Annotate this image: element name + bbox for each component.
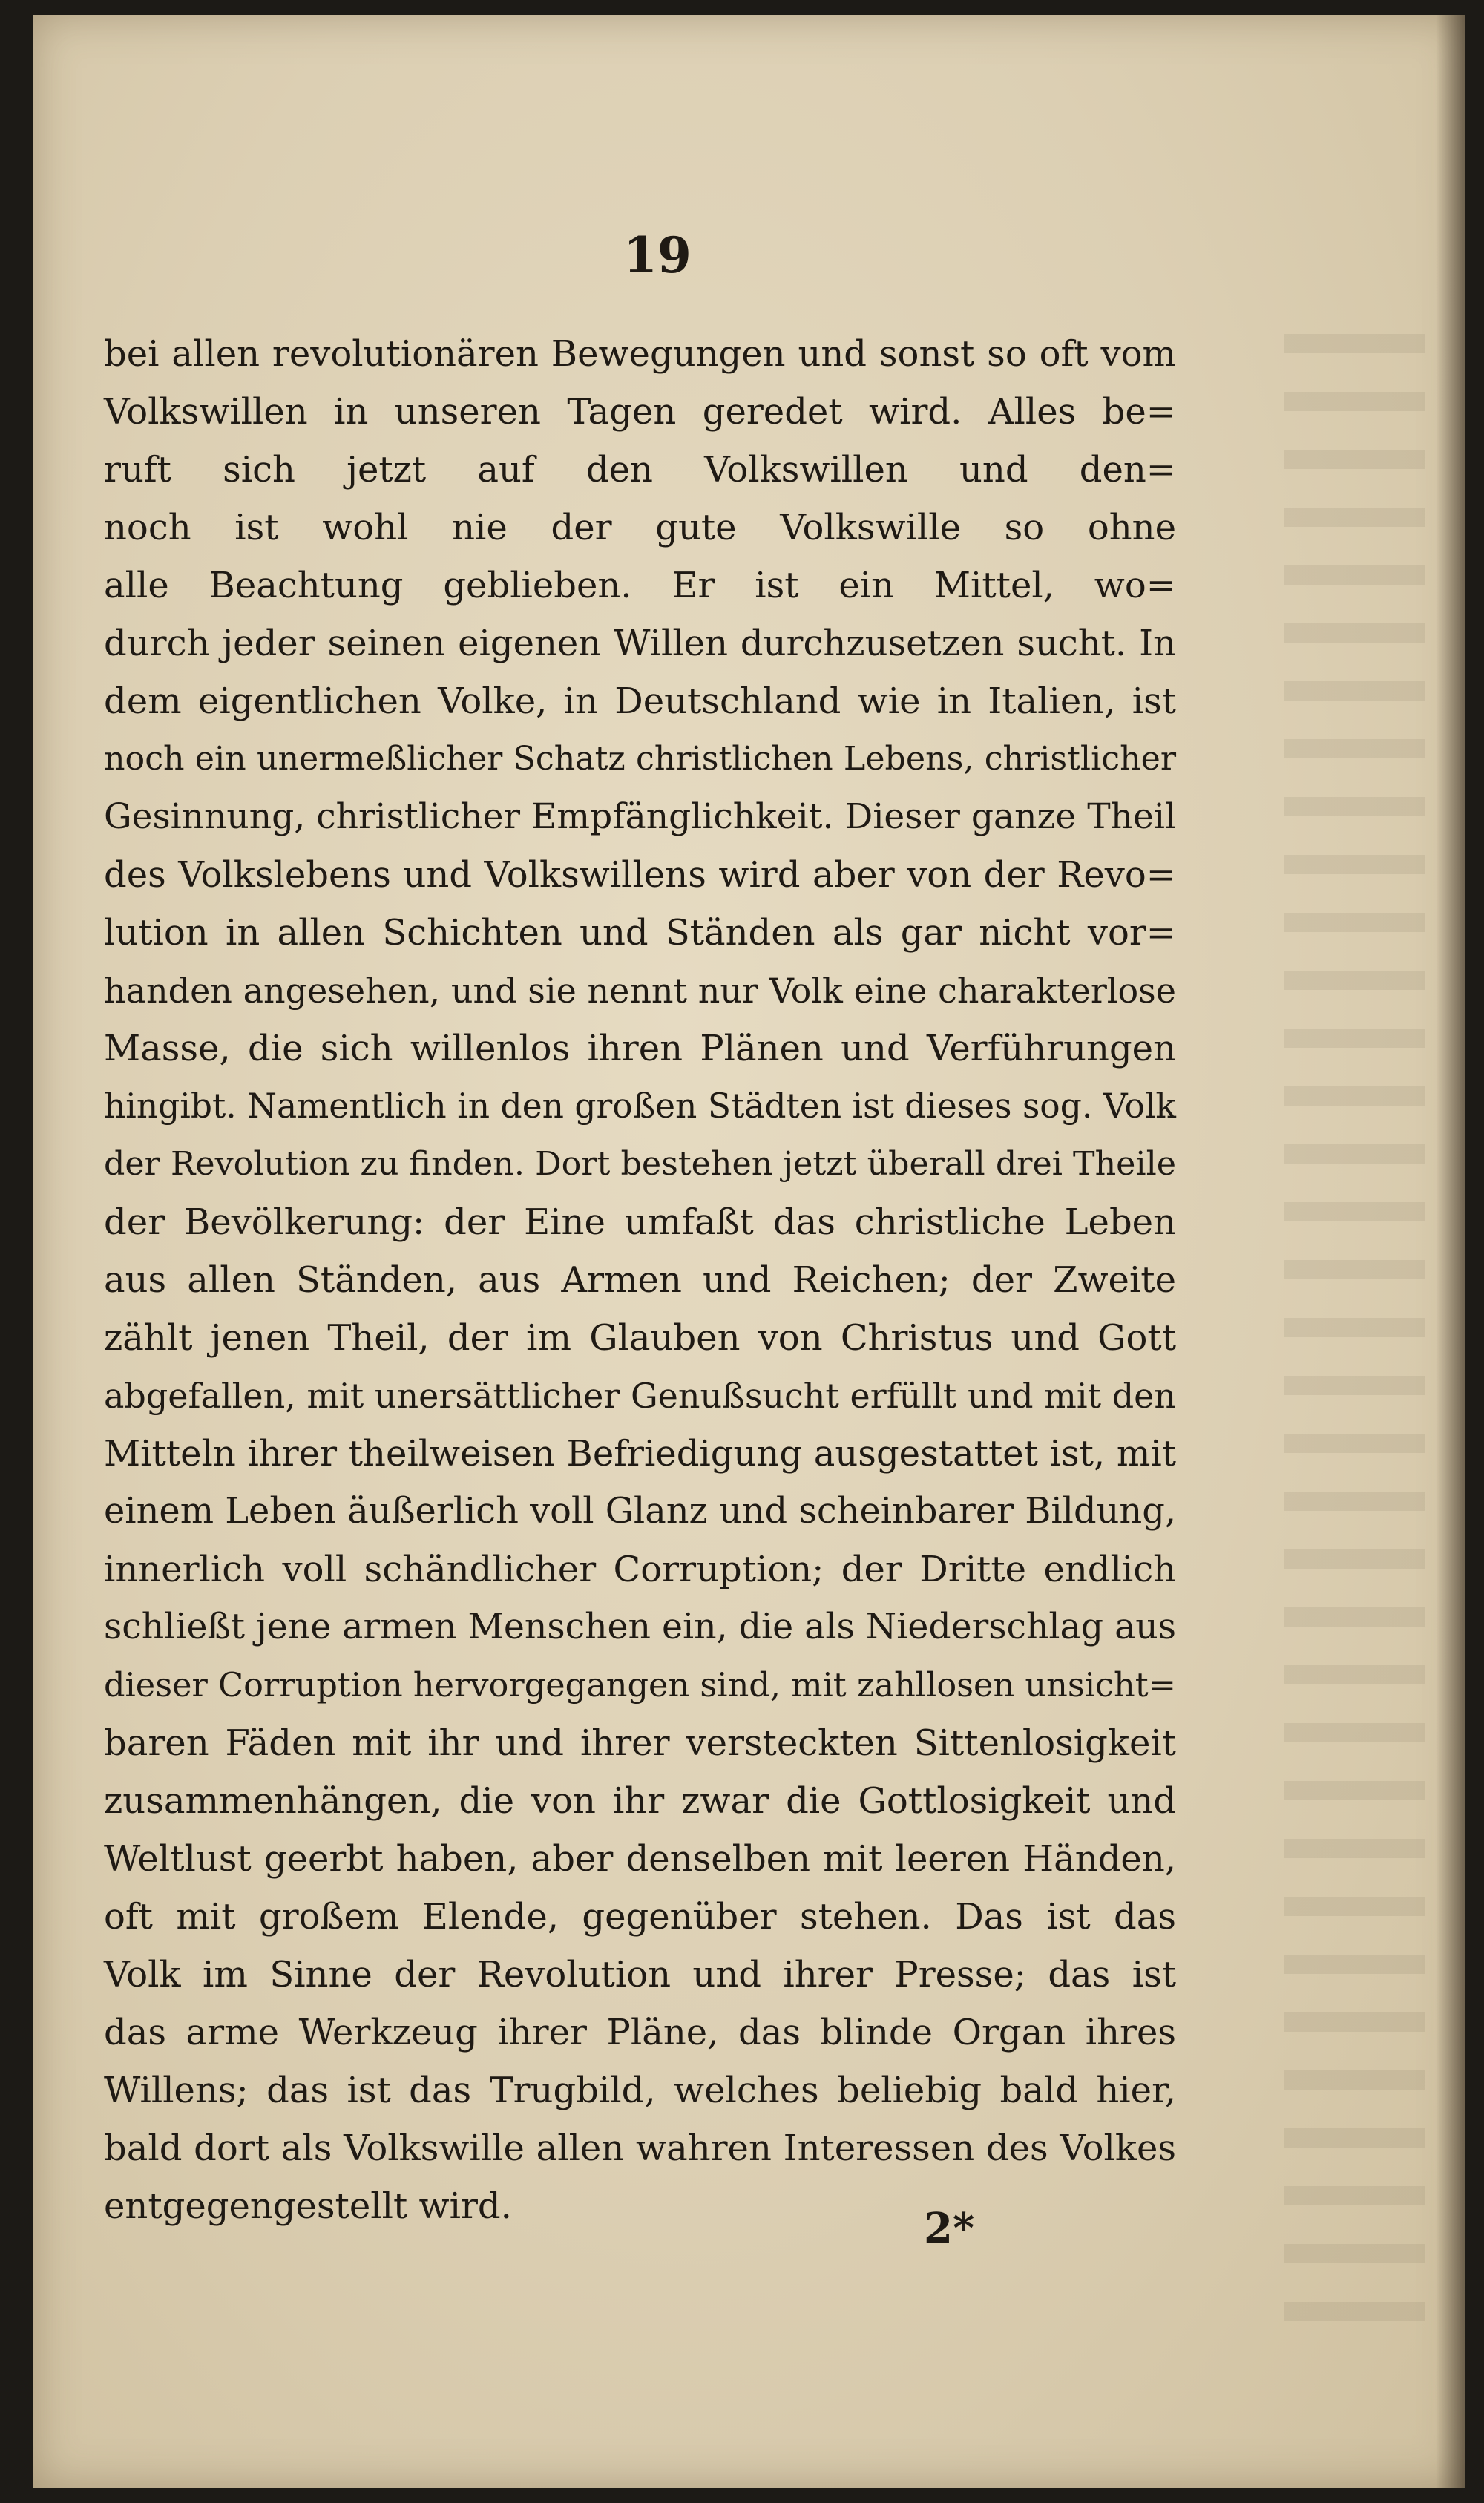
text-line: Gesinnung, christlicher Empfänglichkeit. Dieser ganze Theil <box>104 796 1176 837</box>
text-line: noch ist wohl nie der gute Volkswille so ohne <box>104 507 1176 548</box>
text-line: dieser Corruption hervorgegangen sind, mit zahllosen unsicht= <box>104 1666 1176 1705</box>
text-line: abgefallen, mit unersättlicher Genußsucht erfüllt und mit den <box>104 1376 1176 1416</box>
text-line: bei allen revolutionären Bewegungen und sonst so oft vom <box>104 333 1176 375</box>
text-line: oft mit großem Elende, gegenüber stehen. Das ist das <box>104 1896 1176 1938</box>
text-line: der Revolution zu finden. Dort bestehen jetzt überall drei Theile <box>104 1145 1176 1183</box>
text-line: lution in allen Schichten und Ständen als gar nicht vor= <box>104 912 1176 954</box>
text-line: innerlich voll schändlicher Corruption; der Dritte endlich <box>104 1549 1176 1590</box>
text-line: zusammenhängen, die von ihr zwar die Gottlosigkeit und <box>104 1780 1176 1822</box>
printer-signature-mark: 2* <box>924 2204 975 2253</box>
text-line: handen angesehen, und sie nennt nur Volk eine charakterlose <box>104 971 1176 1011</box>
text-line: das arme Werkzeug ihrer Pläne, das blinde Organ ihres <box>104 2012 1176 2053</box>
body-text <box>104 325 1176 2235</box>
text-line: Weltlust geerbt haben, aber denselben mit leeren Händen, <box>104 1838 1176 1880</box>
text-line: des Volkslebens und Volkswillens wird aber von der Revo= <box>104 854 1176 896</box>
text-line: bald dort als Volkswille allen wahren Interessen des Volkes <box>104 2128 1176 2169</box>
text-line: einem Leben äußerlich voll Glanz und scheinbarer Bildung, <box>104 1491 1177 1532</box>
show-through-bleed <box>1284 334 1425 2338</box>
text-line: Volk im Sinne der Revolution und ihrer Presse; das ist <box>104 1954 1176 1995</box>
text-line: Willens; das ist das Trugbild, welches beliebig bald hier, <box>104 2070 1176 2111</box>
text-line: noch ein unermeßlicher Schatz christlichen Lebens, christlicher <box>104 740 1176 778</box>
text-line: baren Fäden mit ihr und ihrer versteckten Sittenlosigkeit <box>104 1722 1176 1764</box>
text-line: entgegengestellt wird. <box>104 2185 512 2227</box>
text-line: alle Beachtung geblieben. Er ist ein Mittel, wo= <box>104 565 1176 606</box>
text-line: Mitteln ihrer theilweisen Befriedigung ausgestattet ist, mit <box>104 1433 1176 1474</box>
page-edge-shadow <box>1436 15 1465 2488</box>
text-line: zählt jenen Theil, der im Glauben von Christus und Gott <box>104 1317 1176 1359</box>
text-line: Volkswillen in unseren Tagen geredet wird. Alles be= <box>104 391 1176 433</box>
text-line: dem eigentlichen Volke, in Deutschland wie in Italien, ist <box>104 680 1176 722</box>
text-line: schließt jene armen Menschen ein, die als Niederschlag aus <box>104 1607 1176 1647</box>
text-line: der Bevölkerung: der Eine umfaßt das christliche Leben <box>104 1201 1176 1243</box>
text-line: Masse, die sich willenlos ihren Plänen und Verführungen <box>104 1028 1176 1069</box>
text-line: ruft sich jetzt auf den Volkswillen und den= <box>104 449 1176 491</box>
text-line: aus allen Ständen, aus Armen und Reichen; der Zweite <box>104 1259 1176 1301</box>
text-line: hingibt. Namentlich in den großen Städten ist dieses sog. Volk <box>104 1086 1176 1126</box>
text-line: durch jeder seinen eigenen Willen durchzusetzen sucht. In <box>104 623 1176 664</box>
page-number: 19 <box>623 226 692 284</box>
